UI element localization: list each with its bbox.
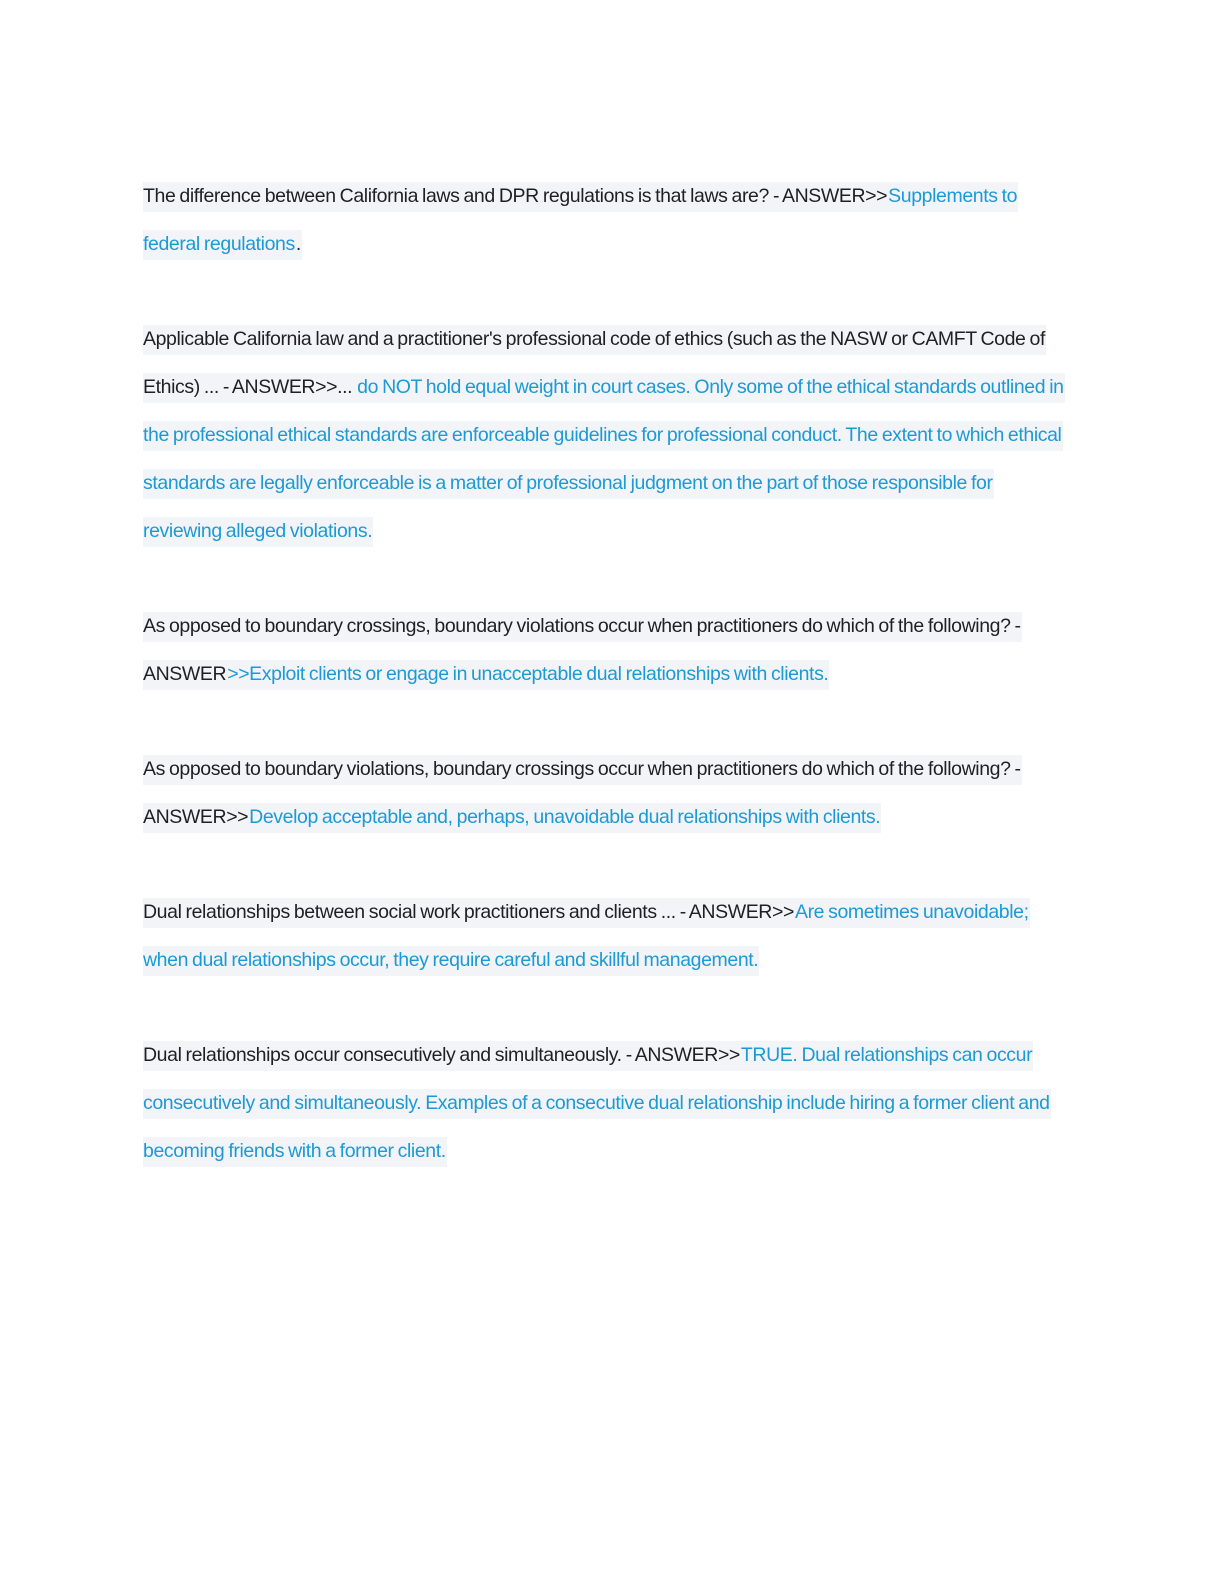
qa-item: [143, 1031, 1073, 1175]
answer-trailing: .: [296, 230, 302, 260]
answer-text: >>Exploit clients or engage in unacceptable dual relationships with clients.: [227, 660, 829, 690]
answer-text: do NOT hold equal weight in court cases. Only some of the ethical standards outlined in the professional ethical standards are enforceable guidelines for professional conduct. The extent to which ethical standards are legally enforceable is a matter of professional judgment on the part of those responsible for reviewing alleged violations.: [143, 373, 1065, 547]
question-text: As opposed to boundary violations, boundary crossings occur when practitioners do which of the following? - ANSWER>>: [143, 755, 1022, 833]
qa-item: [143, 745, 1073, 841]
question-text: As opposed to boundary crossings, boundary violations occur when practitioners do which of the following? - ANSWER: [143, 612, 1022, 690]
answer-text: TRUE. Dual relationships can occur consecutively and simultaneously. Examples of a consecutive dual relationship include hiring a former client and becoming friends with a former client.: [143, 1041, 1051, 1167]
answer-text: Are sometimes unavoidable; when dual relationships occur, they require careful and skillful management.: [143, 898, 1030, 976]
question-text: Dual relationships occur consecutively and simultaneously. - ANSWER>>: [143, 1041, 741, 1071]
qa-item: [143, 315, 1073, 555]
question-text: The difference between California laws and DPR regulations is that laws are? - ANSWER>>: [143, 182, 888, 212]
question-text: Applicable California law and a practitioner's professional code of ethics (such as the NASW or CAMFT Code of Ethics) ... - ANSWER>>...: [143, 325, 1046, 403]
qa-item: [143, 172, 1073, 268]
qa-item: [143, 888, 1073, 984]
answer-text: Supplements to federal regulations: [143, 182, 1018, 260]
answer-text: Develop acceptable and, perhaps, unavoidable dual relationships with clients.: [249, 803, 881, 833]
question-text: Dual relationships between social work practitioners and clients ... - ANSWER>>: [143, 898, 795, 928]
qa-item: [143, 602, 1073, 698]
